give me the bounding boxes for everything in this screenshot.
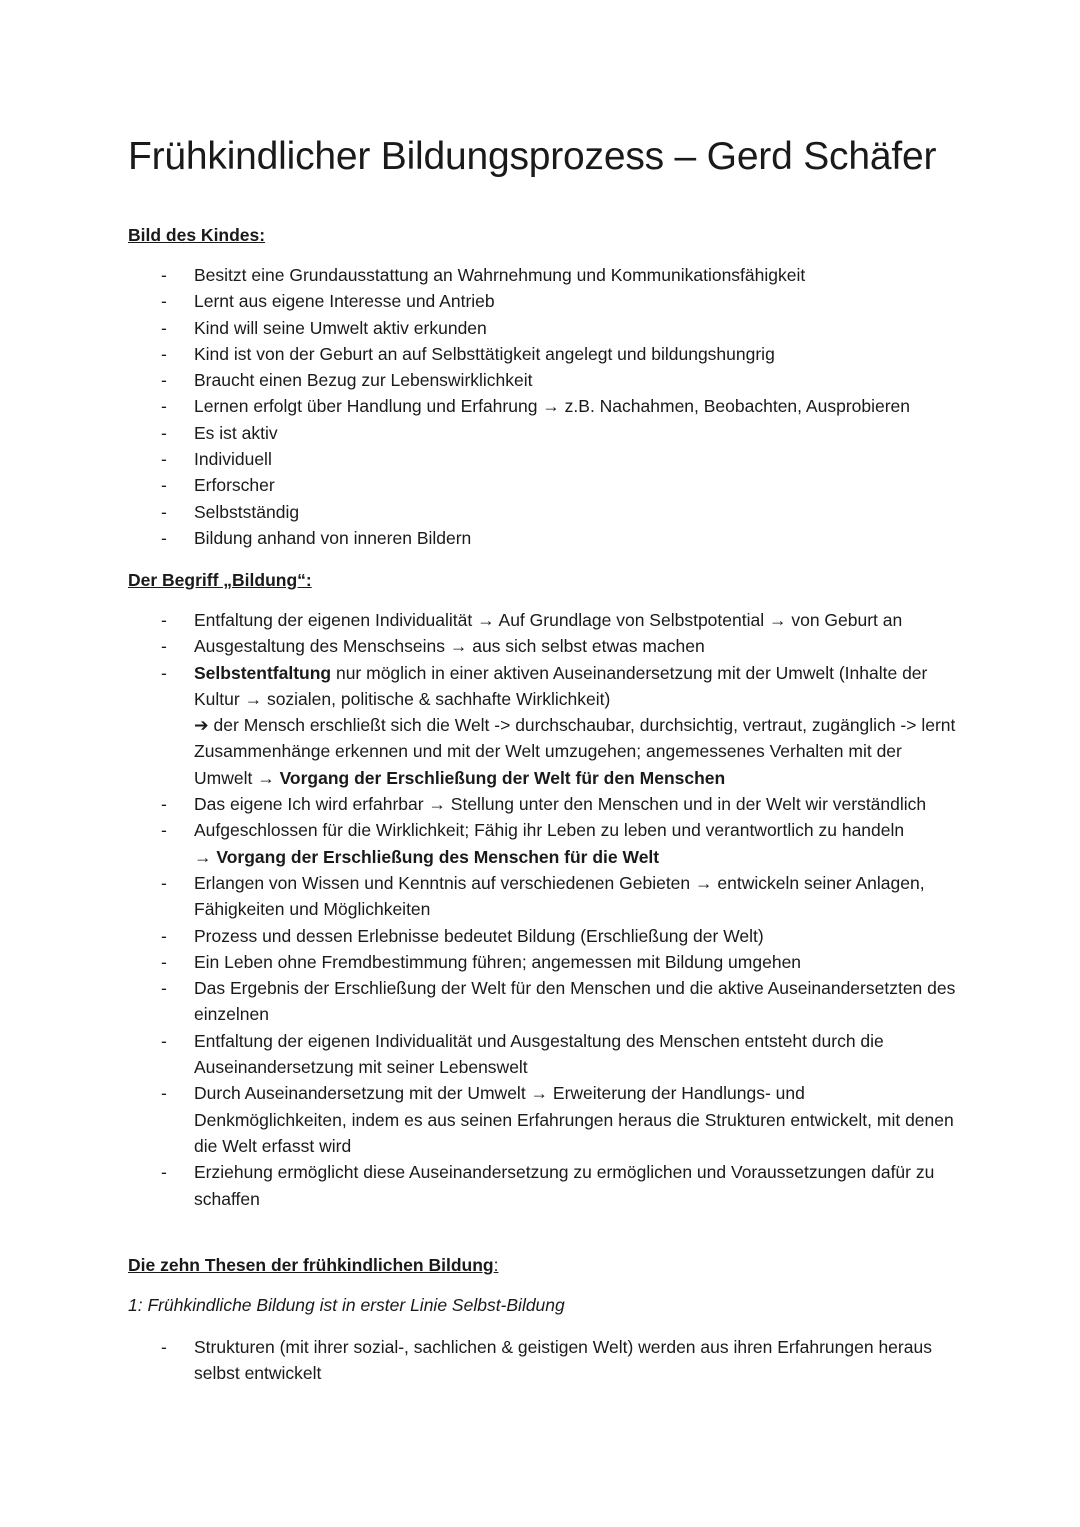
list-item: - Entfaltung der eigenen Individualität und Ausgestaltung des Menschen entsteht durch die Auseinandersetzung mit seiner Lebenswelt: [0, 1028, 1080, 1081]
list-item: [0, 817, 1080, 870]
bold-term: Selbstentfaltung: [194, 662, 332, 683]
list-item: - Prozess und dessen Erlebnisse bedeutet Bildung (Erschließung der Welt): [0, 923, 1080, 949]
text-run: nur möglich in einer aktiven Auseinandersetzung mit der Umwelt (Inhalte der Kultur → sozialen, politische & sachhafte Wirklichkeit): [194, 662, 928, 709]
list-item: - Besitzt eine Grundausstattung an Wahrnehmung und Kommunikationsfähigkeit: [0, 262, 1080, 288]
list-thesis-1: [0, 1334, 1080, 1387]
list-item: - Lernt aus eigene Interesse und Antrieb: [0, 288, 1080, 314]
list-item: - Ausgestaltung des Menschseins → aus sich selbst etwas machen: [0, 633, 1080, 659]
page-title: Frühkindlicher Bildungsprozess – Gerd Schäfer: [128, 135, 937, 178]
list-begriff-bildung: [0, 607, 1080, 1212]
list-item: - Das eigene Ich wird erfahrbar → Stellung unter den Menschen und in der Welt wir verständlich: [0, 791, 1080, 817]
list-item: - Kind ist von der Geburt an auf Selbsttätigkeit angelegt und bildungshungrig: [0, 341, 1080, 367]
bold-term: → Vorgang der Erschließung des Menschen für die Welt: [194, 846, 660, 867]
list-item: - Lernen erfolgt über Handlung und Erfahrung → z.B. Nachahmen, Beobachten, Ausprobieren: [0, 393, 1080, 419]
text-run: der Mensch erschließt sich die Welt -> durchschaubar, durchsichtig, vertraut, zugänglich -> lernt Zusammenhänge erkennen und mit der Welt umzugehen; angemessenes Verhalten mit der Umwelt →: [194, 715, 956, 788]
bold-term: Vorgang der Erschließung der Welt für den Menschen: [279, 767, 726, 788]
list-item: - Das Ergebnis der Erschließung der Welt für den Menschen und die aktive Auseinandersetzten des einzelnen: [0, 975, 1080, 1028]
section-heading-zehn-thesen: [128, 1254, 498, 1276]
heading-text: Die zehn Thesen der frühkindlichen Bildung: [128, 1255, 494, 1275]
list-item: [0, 660, 1080, 791]
list-item: - Ein Leben ohne Fremdbestimmung führen; angemessen mit Bildung umgehen: [0, 949, 1080, 975]
heading-colon: :: [493, 1255, 499, 1275]
arrow-icon: ➔: [194, 715, 209, 736]
text-run: Aufgeschlossen für die Wirklichkeit; Fähig ihr Leben zu leben und verantwortlich zu handeln: [194, 820, 905, 841]
list-item: - Individuell: [0, 446, 1080, 472]
list-item: - Erlangen von Wissen und Kenntnis auf verschiedenen Gebieten → entwickeln seiner Anlagen, Fähigkeiten und Möglichkeiten: [0, 870, 1080, 923]
list-item: - Bildung anhand von inneren Bildern: [0, 525, 1080, 551]
thesis-1-heading: 1: Frühkindliche Bildung ist in erster Linie Selbst-Bildung: [128, 1295, 565, 1315]
list-item: - Strukturen (mit ihrer sozial-, sachlichen & geistigen Welt) werden aus ihren Erfahrungen heraus selbst entwickelt: [0, 1334, 1080, 1387]
section-heading-begriff-bildung: Der Begriff „Bildung“:: [128, 570, 312, 590]
section-heading-bild-des-kindes: Bild des Kindes:: [128, 225, 266, 245]
list-item: - Kind will seine Umwelt aktiv erkunden: [0, 315, 1080, 341]
list-item: - Erziehung ermöglicht diese Auseinandersetzung zu ermöglichen und Voraussetzungen dafür zu schaffen: [0, 1159, 1080, 1212]
list-item: - Erforscher: [0, 472, 1080, 498]
list-bild-des-kindes: [0, 262, 1080, 551]
list-item: - Durch Auseinandersetzung mit der Umwelt → Erweiterung der Handlungs- und Denkmöglichkeiten, indem es aus seinen Erfahrungen heraus die Strukturen entwickelt, mit denen die Welt erfasst wird: [0, 1080, 1080, 1159]
list-item: - Entfaltung der eigenen Individualität → Auf Grundlage von Selbstpotential → von Geburt an: [0, 607, 1080, 633]
list-item: - Es ist aktiv: [0, 420, 1080, 446]
list-item: - Selbstständig: [0, 499, 1080, 525]
list-item: - Braucht einen Bezug zur Lebenswirklichkeit: [0, 367, 1080, 393]
